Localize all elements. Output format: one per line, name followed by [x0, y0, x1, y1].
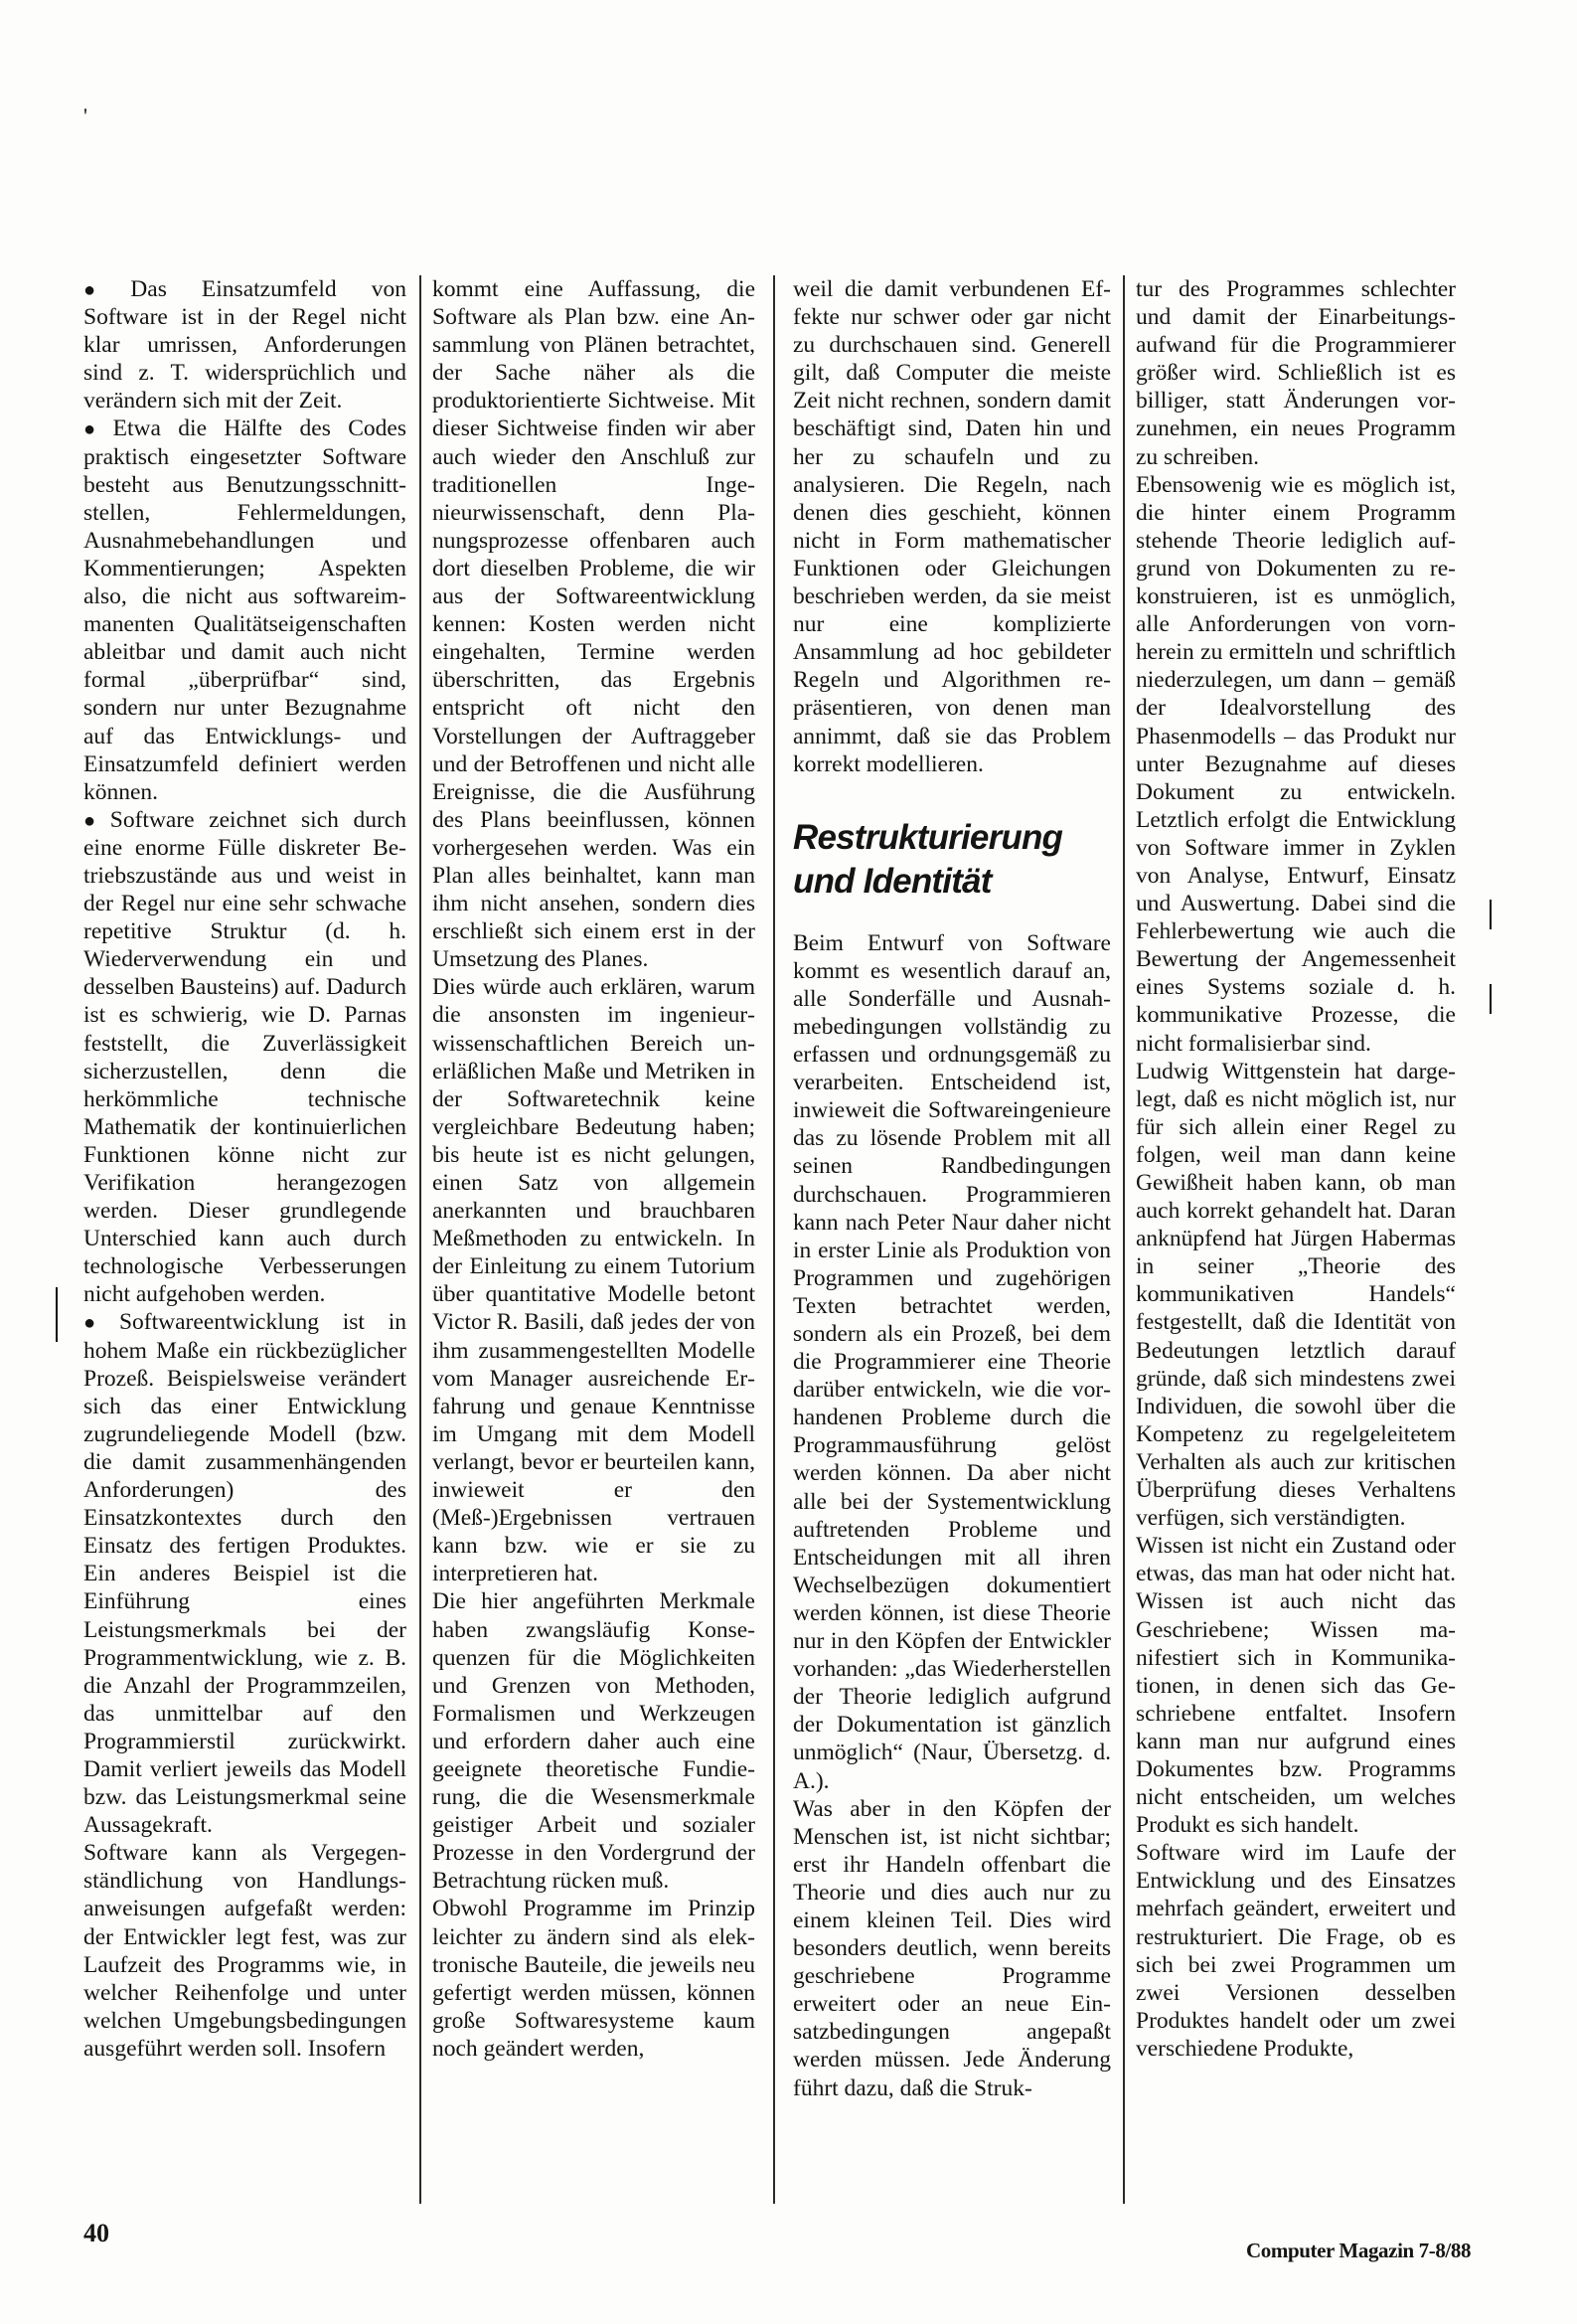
- section-heading: [793, 816, 1111, 904]
- paragraph: Ebensowenig wie es möglich ist, die hinter einem Programm stehende Theorie lediglich aufgrund von Dokumenten zu rekonstruieren, ist es unmöglich, alle Anforderungen von vornherein zu ermitteln und schriftlich niederzulegen, um dann – gemäß der Idealvorstellung des Phasenmodells – das Produkt nur unter Bezugnahme auf dieses Dokument zu entwickeln. Letztlich erfolgt die Entwicklung von Software immer in Zyklen von Analyse, Entwurf, Einsatz und Auswertung. Dabei sind die Fehlerbewertung wie auch die Bewertung der Angemessenheit eines Systems soziale d. h. kommunikative Prozesse, die nicht formalisierbar sind.: [1136, 471, 1456, 1057]
- magazine-footer: Computer Magazin 7-8/88: [1246, 2239, 1472, 2262]
- paragraph-text: Software zeichnet sich durch eine enorme Fülle diskreter Betriebszustände aus und weist in der Regel nur eine sehr schwache repetitive Struktur (d. h. Wiederverwendung ein und desselben Bausteins) auf. Dadurch ist es schwierig, wie D. Parnas feststellt, die Zuverlässigkeit sicherzustellen, denn die herkömmliche technische Mathematik der kontinuierlichen Funktionen könne nicht zur Verifikation herangezogen werden. Dieser grundlegende Unterschied kann auch durch technologische Verbesserungen nicht aufgehoben werden.: [83, 806, 406, 1308]
- text-column-4: [1136, 275, 1456, 2204]
- text-column-1: [83, 275, 406, 2204]
- paragraph: [83, 806, 406, 1309]
- paragraph: Die hier angeführten Merkmale haben zwangsläufig Konsequenzen für die Möglichkeiten und Grenzen von Methoden, Formalismen und Werkzeugen und erfordern daher auch eine geeignete theoretische Fundierung, die die Wesensmerkmale geistiger Arbeit und sozialer Prozesse in den Vordergrund der Betrachtung rücken muß.: [432, 1588, 755, 1895]
- paragraph: Ludwig Wittgenstein hat dargelegt, daß es nicht möglich ist, nur für sich allein einer Regel zu folgen, weil man dann keine Gewißheit haben kann, ob man auch korrekt gehandelt hat. Daran anknüpfend hat Jürgen Habermas in seiner „Theorie des kommunikativen Handels“ festgestellt, daß die Identität von Bedeutungen letztlich darauf gründe, daß sich mindestens zwei Individuen, die sowohl über die Kompetenz zu regelgeleitetem Verhalten als auch zur kritischen Überprüfung dieses Verhaltens verfügen, sich verständigten.: [1136, 1058, 1456, 1532]
- paragraph-text: Softwareentwicklung ist in hohem Maße ein rückbezüglicher Prozeß. Beispielsweise verändert sich das einer Entwicklung zugrundeliegende Modell (bzw. die damit zusammenhängenden Anforderungen) des Einsatzkontextes durch den Einsatz des fertigen Produktes. Ein anderes Beispiel ist die Einführung eines Leistungsmerkmals bei der Programmentwicklung, wie z. B. die Anzahl der Programmzeilen, das unmittelbar auf den Programmierstil zurückwirkt. Damit verliert jeweils das Modell bzw. das Leistungsmerkmal seine Aussagekraft.: [83, 1309, 406, 1839]
- bullet-icon: [83, 810, 104, 832]
- margin-mark: [1490, 900, 1492, 929]
- paragraph-text: Etwa die Hälfte des Codes praktisch eingesetzter Software besteht aus Benutzungsschnittstellen, Fehlermeldungen, Ausnahmebehandlungen und Kommentierungen; Aspekten also, die nicht aus softwareimmanenten Qualitätseigenschaften ableitbar und damit auch nicht formal „überprüfbar“ sind, sondern nur unter Bezugnahme auf das Entwicklungs- und Einsatzumfeld definiert werden können.: [83, 415, 406, 805]
- page-number: 40: [83, 2219, 109, 2247]
- column-rule: [419, 275, 421, 2204]
- paragraph: Was aber in den Köpfen der Menschen ist, ist nicht sichtbar; erst ihr Handeln offenbart die Theorie und dies auch nur zu einem kleinen Teil. Dies wird besonders deutlich, wenn bereits geschriebene Programme erweitert oder an neue Einsatzbedingungen angepaßt werden müssen. Jede Änderung führt dazu, daß die Struk-: [793, 1795, 1111, 2101]
- stray-mark: ': [83, 103, 87, 128]
- paragraph: Obwohl Programme im Prinzip leichter zu ändern sind als elektronische Bauteile, die jeweils neu gefertigt werden müssen, können große Softwaresysteme kaum noch geändert werden,: [432, 1896, 755, 2062]
- paragraph: Dies würde auch erklären, warum die ansonsten im ingenieurwissenschaftlichen Bereich unerläßlichen Maße und Metriken in der Softwaretechnik keine vergleichbare Bedeutung haben; bis heute ist es nicht gelungen, einen Satz von allgemein anerkannten und brauchbaren Meßmethoden zu entwickeln. In der Einleitung zu einem Tutorium über quantitative Modelle betont Victor R. Basili, daß jedes der von ihm zusammengestellten Modelle vom Manager ausreichende Erfahrung und genaue Kenntnisse im Umgang mit dem Modell verlangt, bevor er beurteilen kann, inwieweit er den (Meß-)Ergebnissen vertrauen kann bzw. wie er sie zu interpretieren hat.: [432, 974, 755, 1587]
- heading-line: und Identität: [793, 861, 992, 901]
- paragraph: weil die damit verbundenen Effekte nur schwer oder gar nicht zu durchschauen sind. Generell gilt, daß Computer die meiste Zeit nicht rechnen, sondern damit beschäftigt sind, Daten hin und her zu schaufeln und zu analysieren. Die Regeln, nach denen dies geschieht, können nicht in Form mathematischer Funktionen oder Gleichungen beschrieben werden, da sie meist nur eine komplizierte Ansammlung ad hoc gebildeter Regeln und Algorithmen repräsentieren, von denen man annimmt, daß sie das Problem korrekt modellieren.: [793, 276, 1111, 777]
- paragraph: Software wird im Laufe der Entwicklung und des Einsatzes mehrfach geändert, erweitert und restrukturiert. Die Frage, ob es sich bei zwei Programmen um zwei Versionen desselben Produktes handelt oder um zwei verschiedene Produkte,: [1136, 1840, 1456, 2062]
- margin-mark: [1490, 984, 1492, 1014]
- paragraph-text: Software kann als Vergegenständlichung von Handlungsanweisungen aufgefaßt werden: der Entwickler legt fest, was zur Laufzeit des Programms wie, in welcher Reihenfolge und unter welchen Umgebungsbedingungen ausgeführt werden soll. Insofern: [83, 1840, 406, 2062]
- column-rule: [1123, 275, 1125, 2204]
- paragraph: kommt eine Auffassung, die Software als Plan bzw. eine Ansammlung von Plänen betrachtet, der Sache näher als die produktorientierte Sichtweise. Mit dieser Sichtweise finden wir aber auch wieder den Anschluß zur traditionellen Ingenieurwissenschaft, denn Planungsprozesse offenbaren auch dort dieselben Probleme, die wir aus der Softwareentwicklung kennen: Kosten werden nicht eingehalten, Termine werden überschritten, das Ergebnis entspricht oft nicht den Vorstellungen der Auftraggeber und der Betroffenen und nicht alle Ereignisse, die die Ausführung des Plans beeinflussen, können vorhergesehen werden. Was ein Plan alles beinhaltet, kann man ihm nicht ansehen, sondern dies erschließt sich einem erst in der Umsetzung des Planes.: [432, 276, 755, 973]
- paragraph: Beim Entwurf von Software kommt es wesentlich darauf an, alle Sonderfälle und Ausnahmebedingungen vollständig zu erfassen und ordnungsgemäß zu verarbeiten. Entscheidend ist, inwieweit die Softwareingenieure das zu lösende Problem mit all seinen Randbedingungen durchschauen. Programmieren kann nach Peter Naur daher nicht in erster Linie als Produktion von Programmen und zugehörigen Texten betrachtet werden, sondern als ein Prozeß, bei dem die Programmierer eine Theorie darüber entwickeln, wie die vorhandenen Probleme durch die Programmausführung gelöst werden können. Da aber nicht alle bei der Systementwicklung auftretenden Probleme und Entscheidungen mit all ihren Wechselbezügen dokumentiert werden können, ist diese Theorie nur in den Köpfen der Entwickler vorhanden: „das Wiederherstellen der Theorie lediglich aufgrund der Dokumentation ist gänzlich unmöglich“ (Naur, Übersetzg. d. A.).: [793, 929, 1111, 1794]
- paragraph: tur des Programmes schlechter und damit der Einarbeitungsaufwand für die Programmierer größer wird. Schließlich ist es billiger, statt Änderungen vorzunehmen, ein neues Programm zu schreiben.: [1136, 276, 1456, 470]
- bullet-icon: [83, 418, 107, 440]
- paragraph: [83, 1308, 406, 1839]
- heading-line: Restrukturierung: [793, 817, 1063, 857]
- paragraph: Wissen ist nicht ein Zustand oder etwas, das man hat oder nicht hat. Wissen ist auch nicht das Geschriebene; Wissen manifestiert sich in Kommunikationen, in denen sich das Geschriebene entfaltet. Insofern kann man nur aufgrund eines Dokumentes bzw. Programms nicht entscheiden, um welches Produkt es sich handelt.: [1136, 1533, 1456, 1839]
- paragraph: [83, 1839, 406, 2063]
- bullet-icon: [83, 279, 124, 301]
- text-column-2: [432, 275, 755, 2204]
- margin-mark: [56, 1287, 58, 1342]
- column-rule: [773, 275, 775, 2204]
- bullet-icon: [83, 1312, 113, 1334]
- paragraph-text: Das Einsatzumfeld von Software ist in der Regel nicht klar umrissen, Anforderungen sind z. T. widersprüchlich und verändern sich mit der Zeit.: [83, 276, 406, 415]
- paragraph: [83, 415, 406, 805]
- text-column-3: [793, 275, 1111, 2204]
- paragraph: [83, 275, 406, 415]
